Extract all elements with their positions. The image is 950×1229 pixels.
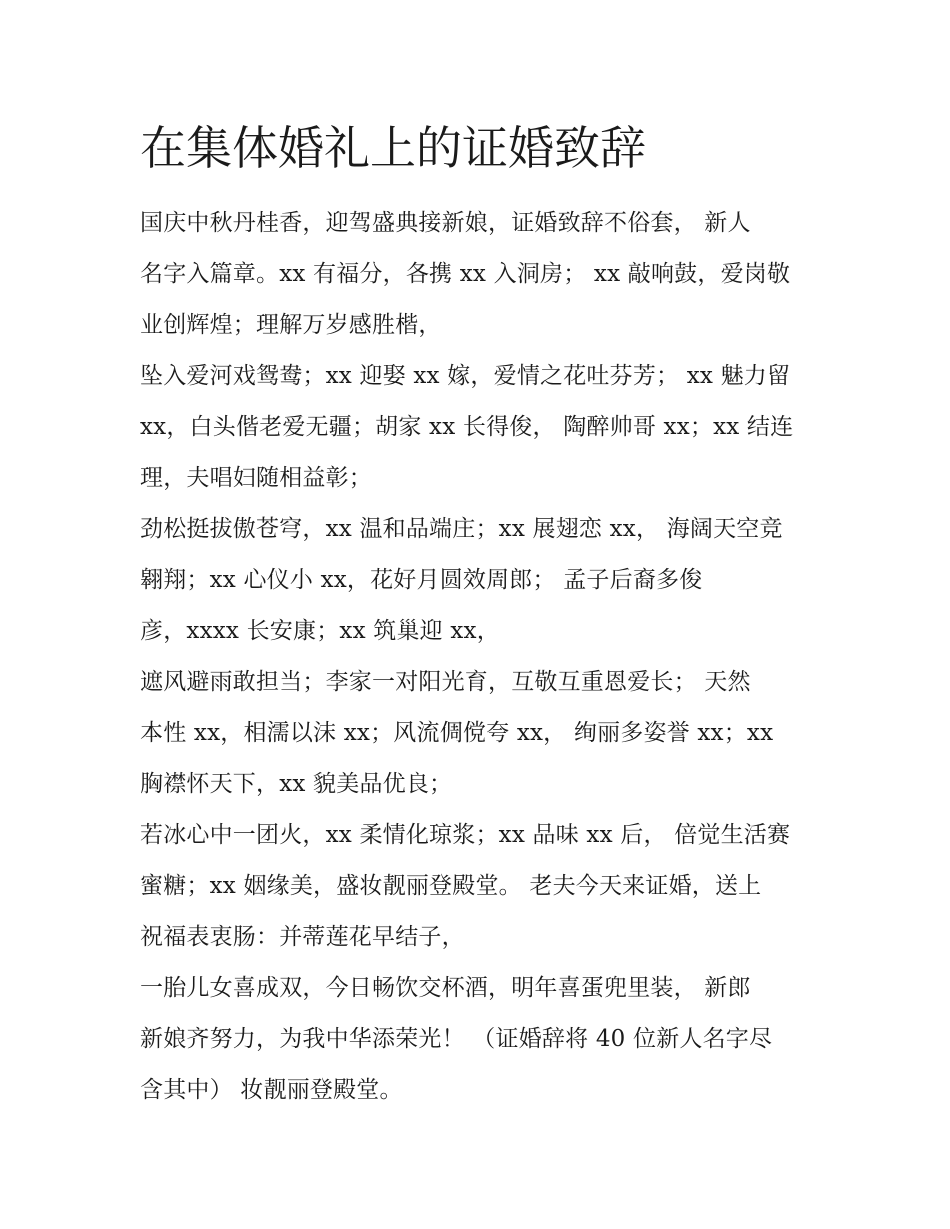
body-line: xx，白头偕老爱无疆；胡家 xx 长得俊， 陶醉帅哥 xx；xx 结连	[140, 414, 794, 440]
body-line: 遮风避雨敢担当；李家一对阳光育，互敬互重恩爱长； 天然	[140, 669, 751, 695]
body-line: 理，夫唱妇随相益彰；	[140, 465, 372, 491]
body-line: 业创辉煌；理解万岁感胜楷，	[140, 312, 442, 338]
body-line: 彦，xxxx 长安康；xx 筑巢迎 xx，	[140, 618, 500, 644]
body-line: 蜜糖；xx 姻缘美，盛妆靓丽登殿堂。 老夫今天来证婚，送上	[140, 873, 762, 899]
body-line: 祝福表衷肠：并蒂莲花早结子，	[140, 924, 465, 950]
body-line: 国庆中秋丹桂香，迎驾盛典接新娘，证婚致辞不俗套， 新人	[140, 210, 751, 236]
body-line: 含其中） 妆靓丽登殿堂。	[140, 1077, 403, 1103]
document-title: 在集体婚礼上的证婚致辞	[140, 121, 646, 175]
document-body	[140, 198, 840, 1116]
body-line: 劲松挺拔傲苍穹，xx 温和品端庄；xx 展翅恋 xx， 海阔天空竞	[140, 516, 783, 542]
body-line: 胸襟怀天下，xx 貌美品优良；	[140, 771, 453, 797]
body-line: 新娘齐努力，为我中华添荣光！ （证婚辞将 40 位新人名字尽	[140, 1026, 773, 1052]
body-line: 若冰心中一团火，xx 柔情化琼浆；xx 品味 xx 后， 倍觉生活赛	[140, 822, 791, 848]
body-line: 翱翔；xx 心仪小 xx，花好月圆效周郎； 孟子后裔多俊	[140, 567, 703, 593]
body-line: 本性 xx，相濡以沫 xx；风流倜傥夸 xx， 绚丽多姿誉 xx；xx	[140, 720, 774, 746]
body-line: 一胎儿女喜成双，今日畅饮交杯酒，明年喜蛋兜里装， 新郎	[140, 975, 751, 1001]
body-line: 坠入爱河戏鸳鸯；xx 迎娶 xx 嫁，爱情之花吐芬芳； xx 魅力留	[140, 363, 791, 389]
body-line: 名字入篇章。xx 有福分，各携 xx 入洞房； xx 敲响鼓，爱岗敬	[140, 261, 791, 287]
